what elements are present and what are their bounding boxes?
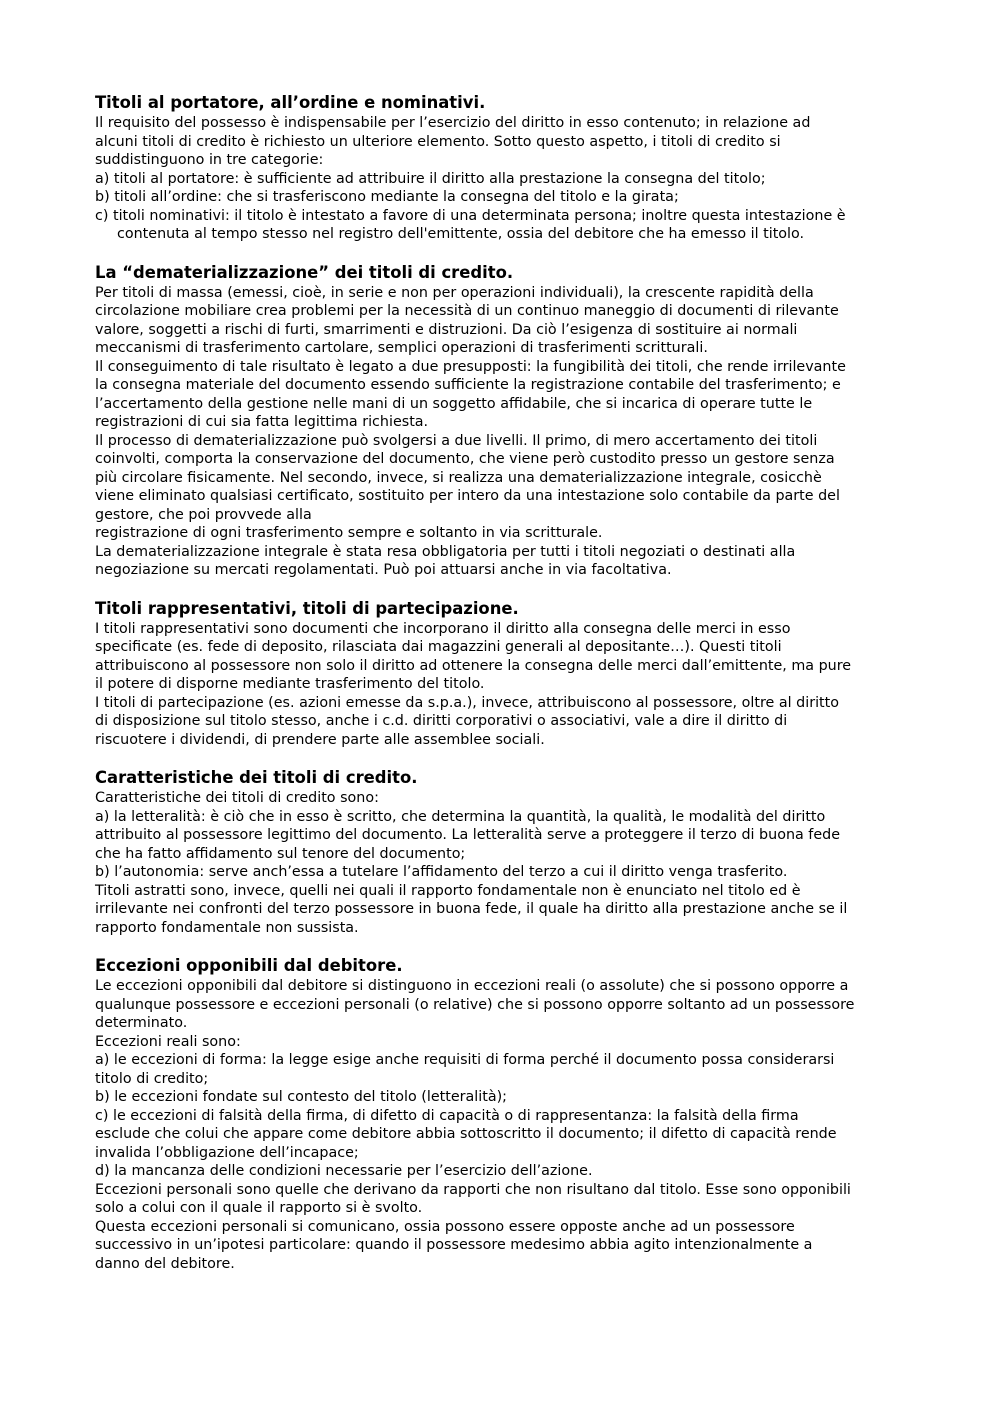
text-line: Eccezioni personali sono quelle che derivano da rapporti che non risultano dal titolo. Esse sono opponibili [95, 1181, 851, 1198]
text-line: a) le eccezioni di forma: la legge esige anche requisiti di forma perché il documento possa considerarsi [95, 1052, 835, 1068]
text-line: determinato. [95, 1015, 188, 1031]
text-line: gestore, che poi provvede alla [95, 506, 312, 523]
text-line: esclude che colui che appare come debitore abbia sottoscritto il documento; il difetto di capacità rende [95, 1126, 837, 1142]
text-line: Caratteristiche dei titoli di credito sono: [95, 790, 379, 806]
text-line: successivo in un’ipotesi particolare: quando il possessore medesimo abbia agito intenzionalmente a [95, 1237, 813, 1253]
section-heading: La “dematerializzazione” dei titoli di credito. [95, 262, 514, 282]
text-line: titolo di credito; [95, 1070, 209, 1087]
text-line: che ha fatto affidamento sul tenore del documento; [95, 845, 466, 862]
text-line: il potere di disporne mediante trasferimento del titolo. [95, 676, 485, 692]
text-line: più circolare fisicamente. Nel secondo, invece, si realizza una dematerializzazione integrale, cosicchè [95, 469, 822, 486]
document-page [95, 92, 915, 1291]
section-dematerializzazione [95, 262, 915, 580]
text-line: meccanismi di trasferimento cartolare, semplici operazioni di trasferimenti scritturali. [95, 340, 708, 356]
text-line: b) l’autonomia: serve anch’essa a tutelare l’affidamento del terzo a cui il diritto venga trasferito. [95, 864, 788, 880]
text-line: la consegna materiale del documento essendo sufficiente la registrazione contabile del trasferimento; e [95, 377, 841, 393]
list-item: b) titoli all’ordine: che si trasferiscono mediante la consegna del titolo e la girata; [95, 189, 679, 205]
text-line: solo a colui con il quale il rapporto si è svolto. [95, 1200, 423, 1216]
text-line: a) la letteralità: è ciò che in esso è scritto, che determina la quantità, la qualità, le modalità del diritto [95, 808, 826, 825]
text-line: specificate (es. fede di deposito, rilasciata dai magazzini generali al depositante…). Questi titoli [95, 639, 782, 655]
text-line: invalida l’obbligazione dell’incapace; [95, 1144, 359, 1161]
text-line: attribuiscono al possessore non solo il diritto ad ottenere la consegna delle merci dall’emittente, ma pure [95, 657, 852, 674]
section-titoli-rappresentativi [95, 598, 915, 750]
list-item-continuation: contenuta al tempo stesso nel registro dell'emittente, ossia del debitore che ha emesso il titolo. [117, 226, 805, 242]
text-line: registrazione di ogni trasferimento sempre e soltanto in via scritturale. [95, 525, 603, 541]
text-line: rapporto fondamentale non sussista. [95, 919, 359, 936]
section-heading: Titoli rappresentativi, titoli di partecipazione. [95, 598, 519, 618]
text-line: circolazione mobiliare crea problemi per la necessità di un continuo maneggio di documenti di rilevante [95, 303, 839, 319]
text-line: suddistinguono in tre categorie: [95, 152, 324, 168]
text-line: di disposizione sul titolo stesso, anche i c.d. diritti corporativi o associativi, vale a dire il diritto di [95, 713, 788, 729]
text-line: riscuotere i dividendi, di prendere parte alle assemblee sociali. [95, 731, 545, 748]
text-line: Il requisito del possesso è indispensabile per l’esercizio del diritto in esso contenuto; in relazione ad [95, 115, 811, 131]
list-item: a) titoli al portatore: è sufficiente ad attribuire il diritto alla prestazione la consegna del titolo; [95, 170, 766, 187]
text-line: alcuni titoli di credito è richiesto un ulteriore elemento. Sotto questo aspetto, i titoli di credito si [95, 133, 781, 150]
text-line: Il conseguimento di tale risultato è legato a due presupposti: la fungibilità dei titoli, che rende irrilevante [95, 358, 846, 375]
text-line: viene eliminato qualsiasi certificato, sostituito per intero da una intestazione solo contabile da parte del [95, 488, 840, 504]
text-line: valore, soggetti a rischi di furti, smarrimenti e distruzioni. Da ciò l’esigenza di sostituire ai normali [95, 321, 798, 338]
text-line: c) le eccezioni di falsità della firma, di difetto di capacità o di rappresentanza: la falsità della firma [95, 1107, 799, 1124]
section-titoli-portatore [95, 92, 915, 244]
text-line: d) la mancanza delle condizioni necessarie per l’esercizio dell’azione. [95, 1163, 593, 1179]
text-line: La dematerializzazione integrale è stata resa obbligatoria per tutti i titoli negoziati o destinati alla [95, 543, 796, 560]
text-line: attribuito al possessore legittimo del documento. La letteralità serve a proteggere il terzo di buona fede [95, 827, 841, 843]
section-caratteristiche [95, 767, 915, 937]
text-line: Eccezioni reali sono: [95, 1033, 241, 1050]
text-line: b) le eccezioni fondate sul contesto del titolo (letteralità); [95, 1089, 507, 1105]
list-item: c) titoli nominativi: il titolo è intestato a favore di una determinata persona; inoltre questa intestazione è [95, 207, 846, 224]
text-line: Per titoli di massa (emessi, cioè, in serie e non per operazioni individuali), la crescente rapidità della [95, 284, 814, 301]
text-line: irrilevante nei confronti del terzo possessore in buona fede, il quale ha diritto alla prestazione anche se il [95, 901, 848, 917]
text-line: Titoli astratti sono, invece, quelli nei quali il rapporto fondamentale non è enunciato nel titolo ed è [95, 882, 801, 899]
text-line: l’accertamento della gestione nelle mani di un soggetto affidabile, che si incarica di operare tutte le [95, 395, 813, 412]
text-line: I titoli rappresentativi sono documenti che incorporano il diritto alla consegna delle merci in esso [95, 620, 791, 637]
section-heading: Titoli al portatore, all’ordine e nominativi. [95, 93, 486, 112]
section-heading: Caratteristiche dei titoli di credito. [95, 768, 418, 787]
text-line: Il processo di dematerializzazione può svolgersi a due livelli. Il primo, di mero accertamento dei titoli [95, 432, 818, 449]
text-line: qualunque possessore e eccezioni personali (o relative) che si possono opporre soltanto ad un possessore [95, 996, 855, 1013]
text-line: I titoli di partecipazione (es. azioni emesse da s.p.a.), invece, attribuiscono al possessore, oltre al diritto [95, 694, 840, 711]
text-line: danno del debitore. [95, 1255, 235, 1272]
text-line: Questa eccezioni personali si comunicano, ossia possono essere opposte anche ad un possessore [95, 1218, 795, 1235]
section-heading: Eccezioni opponibili dal debitore. [95, 956, 403, 975]
text-line: coinvolti, comporta la conservazione del documento, che viene però custodito presso un gestore senza [95, 451, 835, 467]
text-line: registrazioni di cui sia fatta legittima richiesta. [95, 414, 429, 430]
text-line: negoziazione su mercati regolamentati. Può poi attuarsi anche in via facoltativa. [95, 562, 672, 578]
section-eccezioni [95, 955, 915, 1273]
text-line: Le eccezioni opponibili dal debitore si distinguono in eccezioni reali (o assolute) che si possono opporre a [95, 978, 849, 994]
